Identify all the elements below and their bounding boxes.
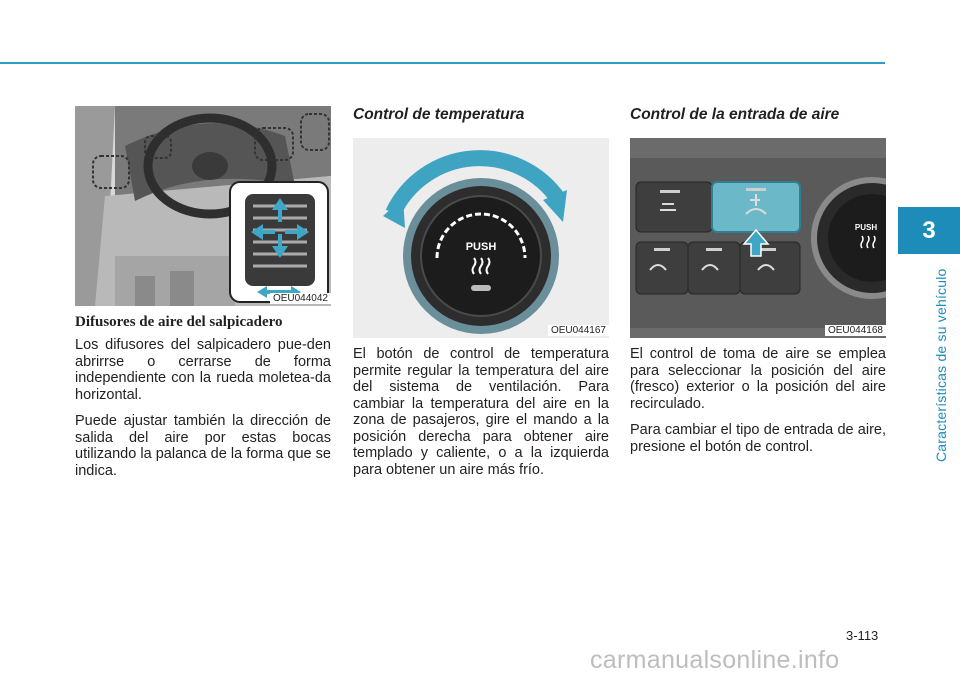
section-title: Difusores de aire del salpicadero <box>75 314 283 330</box>
paragraph: El control de toma de aire se emplea para seleccionar la posición del aire (fresco) exterior o la posición del aire recirculado. <box>630 346 886 412</box>
watermark: carmanualsonline.info <box>590 646 840 674</box>
column-air-intake <box>630 106 886 465</box>
temperature-knob-illustration <box>353 138 609 338</box>
column-temperature <box>353 106 609 488</box>
knob-push-label: PUSH <box>465 241 497 253</box>
dashboard-vents-figure <box>75 106 331 306</box>
section-title: Control de temperatura <box>353 106 525 123</box>
paragraph: Para cambiar el tipo de entrada de aire, presione el botón de control. <box>630 422 886 455</box>
chapter-title-vertical <box>929 262 951 462</box>
figure-code: OEU044042 <box>270 293 331 304</box>
temperature-knob-figure <box>353 138 609 338</box>
paragraph: El botón de control de temperatura permite regular la temperatura del aire del sistema de ventilación. Para cambiar la temperatura del aire en la zona de pasajeros, gire el mando a la posición derecha para obtener aire templado y caliente, o a la izquierda para obtener un aire más frío. <box>353 346 609 478</box>
page-number: 3-113 <box>846 628 879 643</box>
paragraph: Los difusores del salpicadero pue-den abrirrse o cerrarse de forma independiente con la rueda moletea-da horizontal. <box>75 337 331 403</box>
section-title: Control de la entrada de aire <box>630 106 840 123</box>
paragraph: Puede ajustar también la dirección de salida del aire por estas bocas utilizando la palanca de la forma que se indica. <box>75 413 331 479</box>
knob-push-label: PUSH <box>854 223 878 232</box>
air-intake-illustration <box>630 138 886 338</box>
figure-code: OEU044167 <box>548 325 609 336</box>
chapter-number-tab: 3 <box>898 207 960 254</box>
air-intake-figure <box>630 138 886 338</box>
chapter-title: Características de su vehículo <box>933 268 949 462</box>
dashboard-illustration <box>75 106 331 306</box>
column-air-vents <box>75 106 331 489</box>
header-rule <box>0 62 885 64</box>
figure-code: OEU044168 <box>825 325 886 336</box>
